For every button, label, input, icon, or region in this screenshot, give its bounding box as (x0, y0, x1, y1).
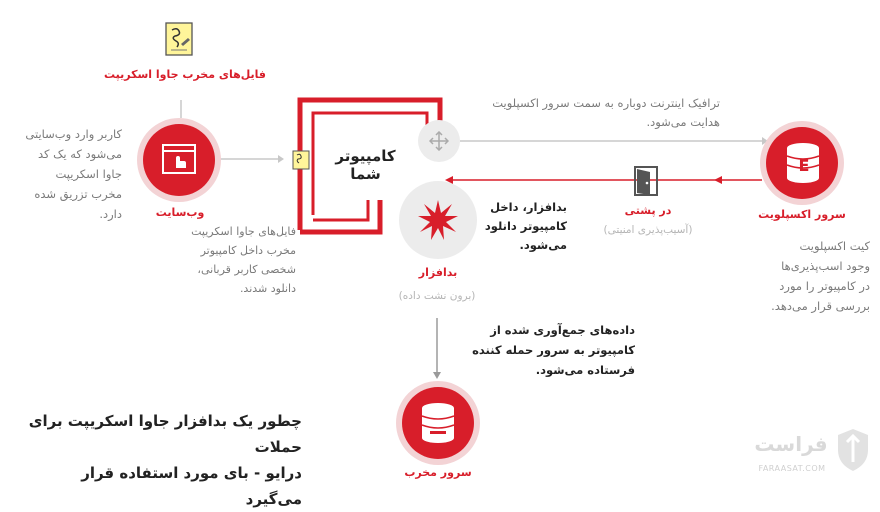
title-line: درایو - بای مورد استفاده قرار می‌گیرد (81, 464, 302, 508)
door-icon (634, 166, 662, 196)
database-icon (420, 402, 456, 444)
annotation-line: در کامپیوتر را مورد (779, 279, 870, 293)
arrow-head (278, 155, 284, 163)
annotation-line: دارد. (99, 207, 122, 221)
annotation-line: کامپیوتر دانلود (484, 219, 567, 233)
js-files-label: فایل‌های مخرب جاوا اسکریپت (103, 68, 266, 81)
brand-logo (752, 428, 874, 484)
annotation-line: داده‌های جمع‌آوری شده از (490, 323, 635, 337)
brand-logo-domain: FARAASAT.COM (758, 464, 826, 473)
annotation-line: بررسی قرار می‌دهد. (771, 299, 870, 313)
burst-icon (416, 198, 460, 242)
annotation-line: شخصی کاربر قربانی، (197, 263, 296, 276)
malware-label: بدافزار (418, 266, 458, 279)
annotation-line: بدافزار، داخل (490, 200, 567, 214)
shield-icon (836, 428, 870, 472)
backdoor-sublabel: (آسیب‌پذیری امنیتی) (603, 224, 693, 236)
annotation-line: وجود اسب‌پذیری‌ها (781, 259, 870, 273)
exploit-server-label: سرور اکسپلویت (758, 208, 846, 221)
annotation-files-downloaded (178, 222, 296, 298)
annotation-line: مخرب داخل کامپیوتر (200, 244, 296, 257)
malicious-server-label: سرور مخرب (404, 466, 472, 479)
diagram-title (20, 408, 302, 512)
website-label: وب‌سایت (155, 206, 205, 219)
title-line: چطور یک بدافزار جاوا اسکریپت برای حملات (28, 412, 302, 456)
annotation-line: فرستاده می‌شود. (535, 363, 635, 377)
annotation-user-visits (12, 124, 122, 224)
annotation-line: ترافیک اینترنت دوباره به سمت سرور اکسپلویت (492, 96, 720, 110)
backdoor-label: در پشتی (624, 204, 672, 217)
browser-click-icon (162, 144, 196, 174)
annotation-line: کیت اکسپلویت (799, 239, 870, 253)
script-file-icon-small (292, 150, 310, 170)
annotation-traffic (480, 94, 720, 132)
annotation-malware-downloaded (462, 198, 567, 255)
annotation-line: کامپیوتر به سرور حمله کننده (472, 343, 635, 357)
annotation-data-sent (450, 320, 635, 380)
annotation-line: مخرب تزریق شده (34, 187, 122, 201)
annotation-line: کاربر وارد وب‌سایتی (25, 127, 122, 141)
annotation-line: فایل‌های جاوا اسکریپت (191, 225, 296, 238)
annotation-exploit-kit (750, 236, 870, 316)
annotation-line: می‌شود. (519, 238, 567, 252)
move-icon (429, 131, 449, 151)
annotation-line: جاوا اسکریپت (55, 167, 122, 181)
annotation-line: هدایت می‌شود. (646, 115, 720, 129)
malware-sublabel: (برون نشت داده) (398, 290, 476, 302)
annotation-line: دانلود شدند. (239, 282, 296, 295)
your-computer-label: کامپیوتر شما (335, 147, 396, 183)
computer-frame-bottom-inner (313, 200, 368, 220)
brand-logo-name: فراست (754, 432, 828, 456)
exploit-letter: E (798, 156, 810, 175)
script-file-icon (165, 22, 195, 56)
annotation-line: می‌شود که یک کد (37, 147, 122, 161)
